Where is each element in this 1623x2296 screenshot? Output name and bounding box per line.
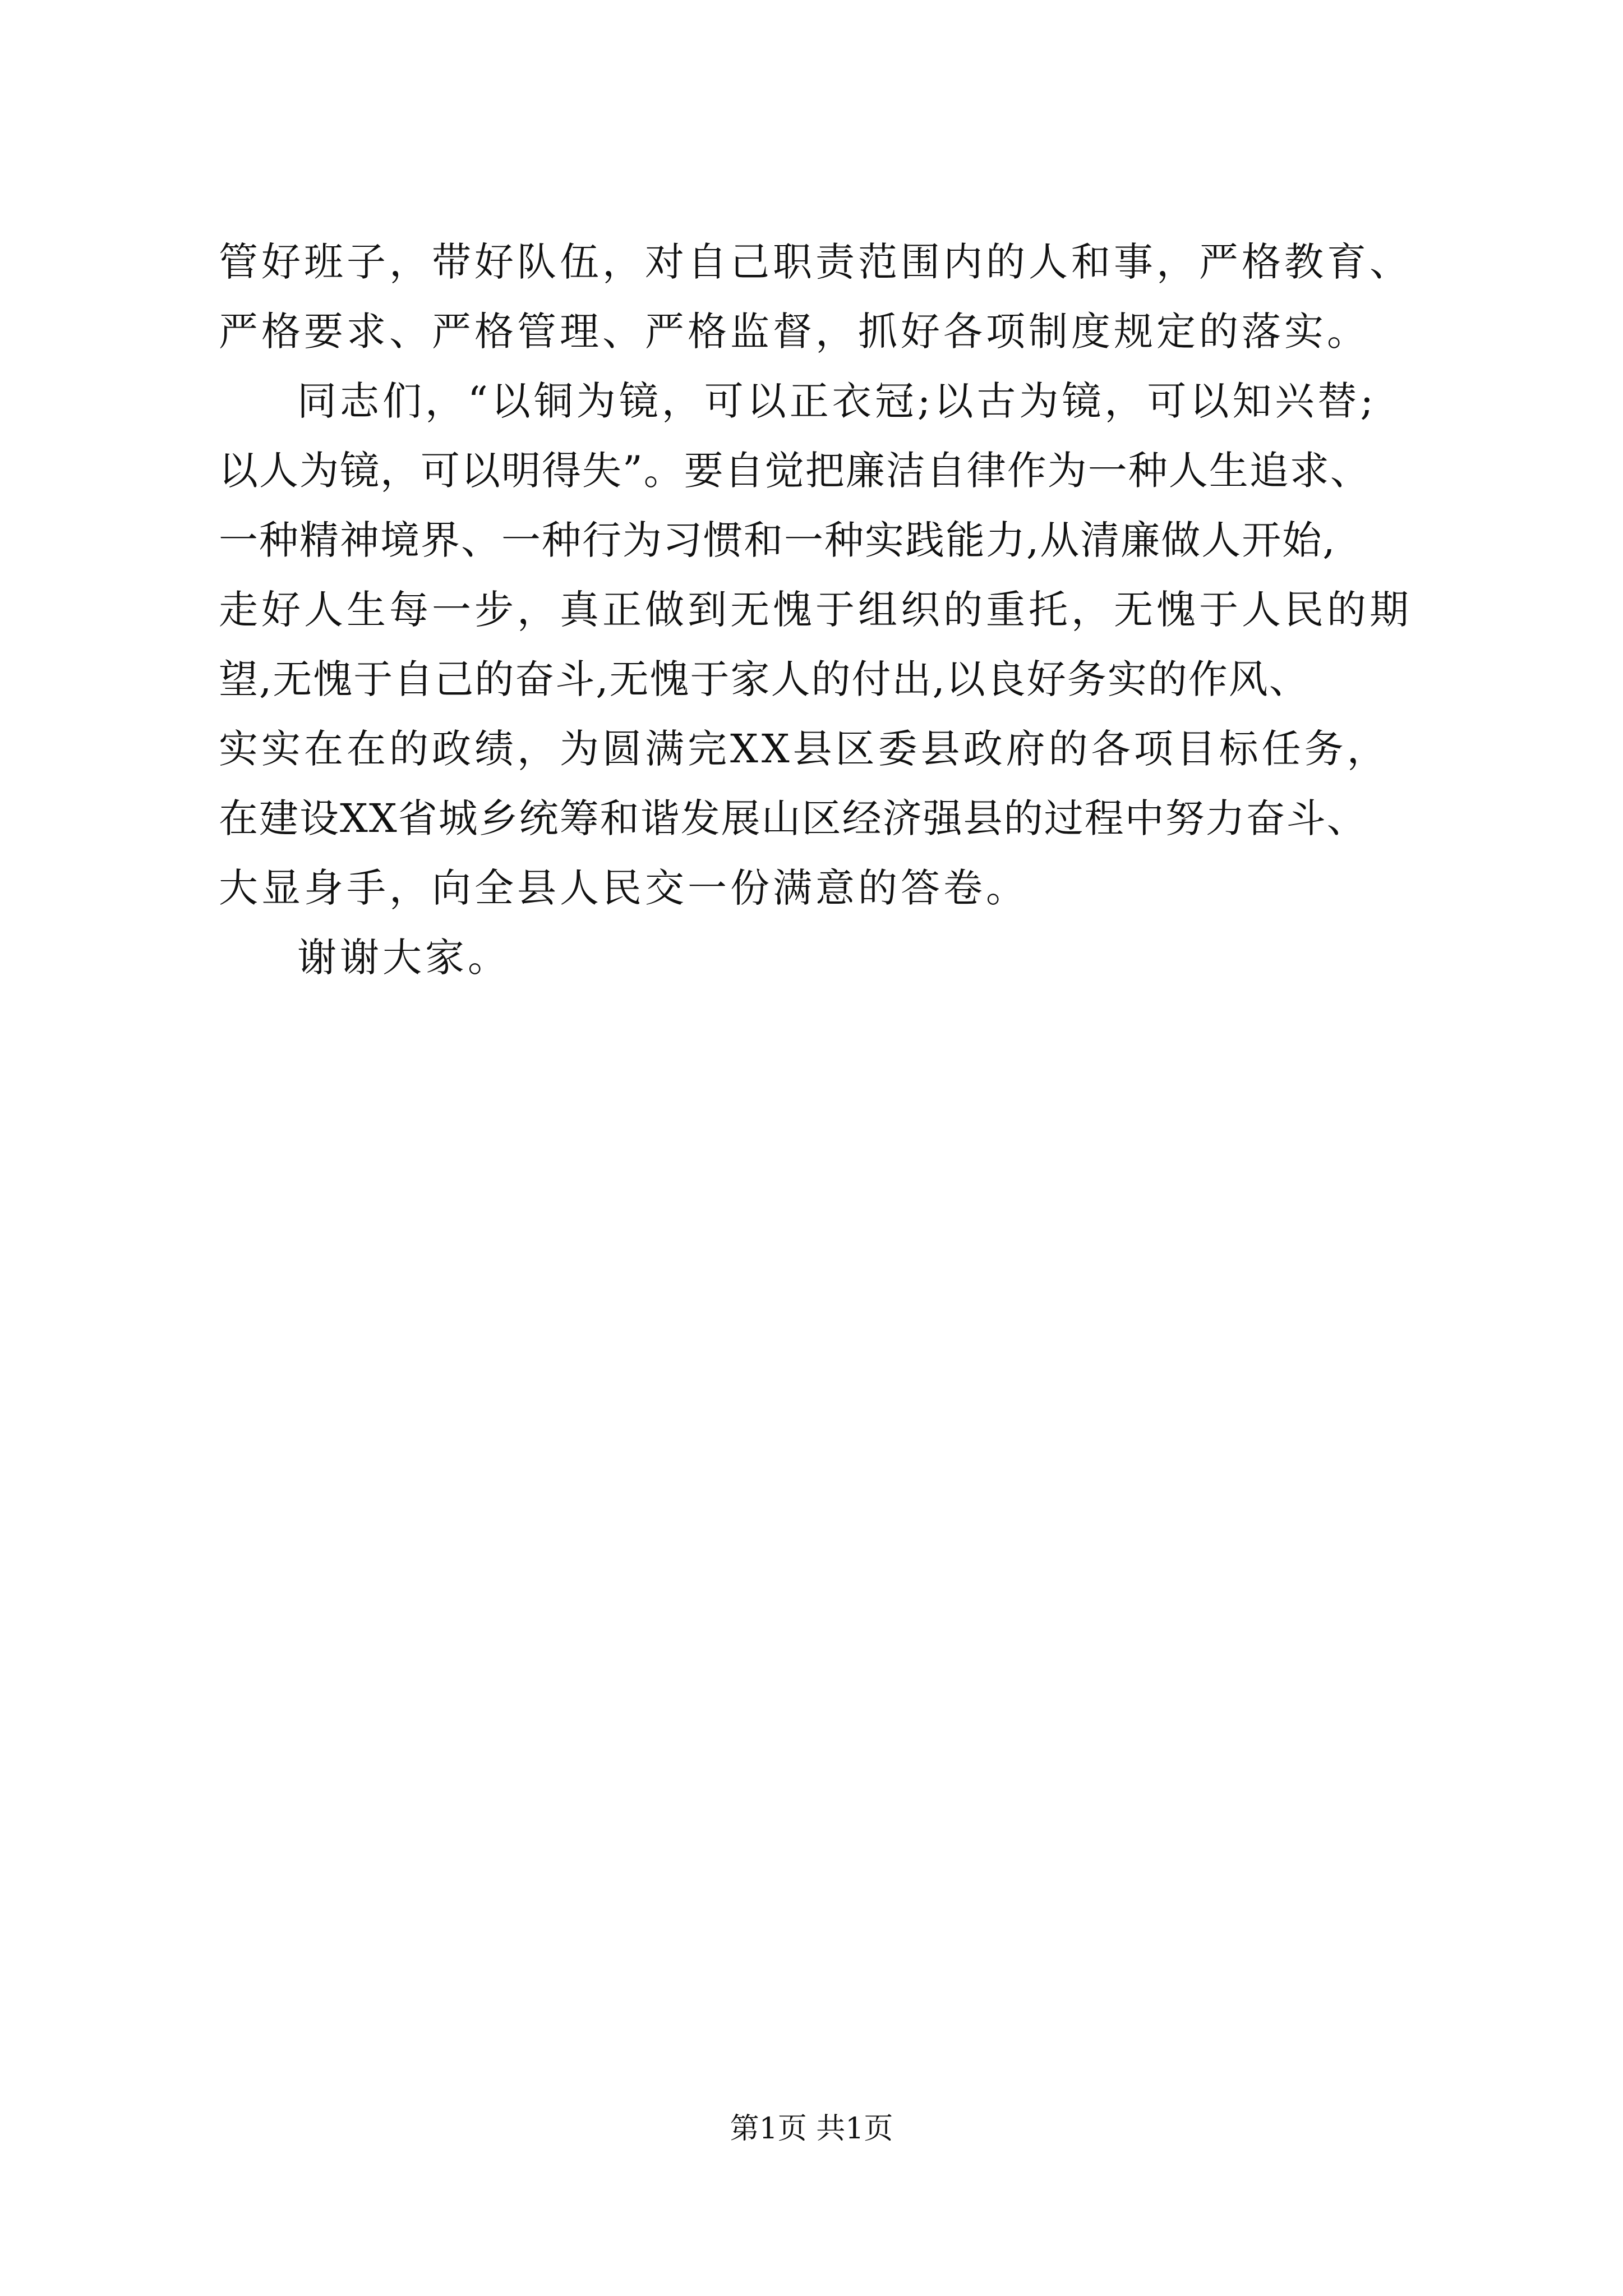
page-footer <box>0 2109 1623 2148</box>
text-line: 走好人生每一步，真正做到无愧于组织的重托，无愧于人民的期 <box>219 587 1412 633</box>
document-body <box>219 227 1424 992</box>
text-line: 严格要求、严格管理、严格监督，抓好各项制度规定的落实。 <box>219 309 1370 355</box>
text-line: 以人为镜，可以明得失”。要自觉把廉洁自律作为一种人生追求、 <box>219 448 1371 494</box>
text-line: 一种精神境界、一种行为习惯和一种实践能力,从清廉做人开始, <box>219 517 1336 563</box>
closing-line: 谢谢大家。 <box>297 935 510 981</box>
text-line: 大显身手，向全县人民交一份满意的答卷。 <box>219 865 1029 911</box>
paragraph-start-line: 同志们，“以铜为镜，可以正衣冠;以古为镜，可以知兴替; <box>297 378 1377 424</box>
text-line: 在建设XX省城乡统筹和谐发展山区经济强县的过程中努力奋斗、 <box>219 795 1367 841</box>
text-line: 实实在在的政绩，为圆满完XX县区委县政府的各项目标任务， <box>219 726 1390 772</box>
text-line: 望,无愧于自己的奋斗,无愧于家人的付出,以良好务实的作风、 <box>219 656 1310 702</box>
page-number-indicator: 第1页 共1页 <box>730 2112 893 2146</box>
text-line: 管好班子，带好队伍，对自己职责范围内的人和事，严格教育、 <box>219 239 1412 285</box>
